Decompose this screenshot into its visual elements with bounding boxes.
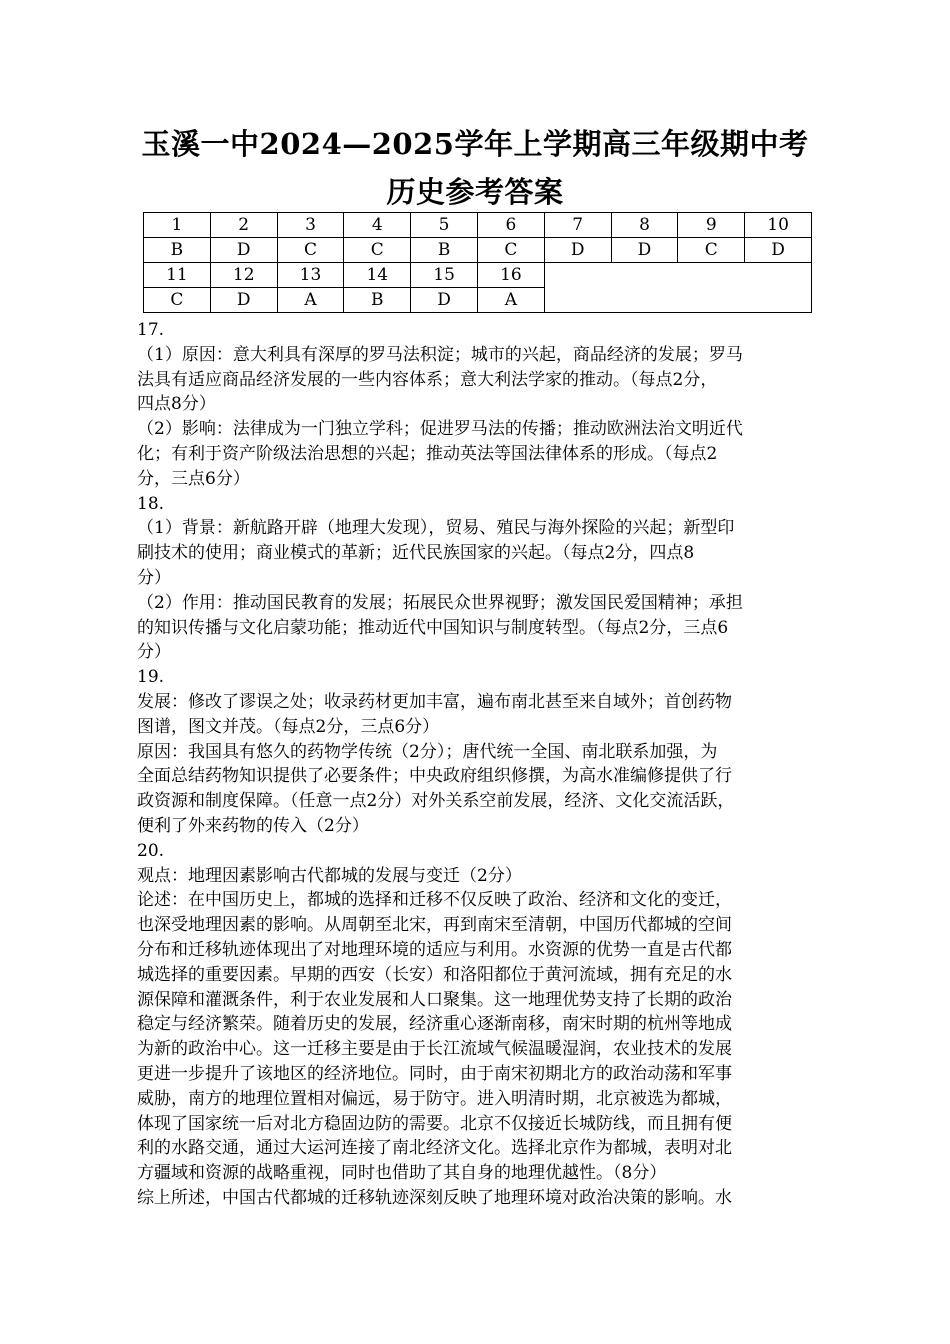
answer-cell: A (477, 288, 544, 313)
question-number: 13 (277, 263, 344, 288)
answer-cell: C (144, 288, 211, 313)
text-line: 20. (137, 840, 165, 861)
text-line: 刷技术的使用；商业模式的革新；近代民族国家的兴起。（每点2分，四点8 (137, 543, 695, 564)
text-line: 分） (137, 642, 171, 663)
text-line: 便利了外来药物的传入（2分） (137, 815, 369, 836)
question-number: 16 (477, 263, 544, 288)
answer-cell: D (411, 288, 478, 313)
answer-table-row-numbers-2 (144, 263, 812, 288)
text-line: 稳定与经济繁荣。随着历史的发展，经济重心逐渐南移，南宋时期的杭州等地成 (137, 1014, 732, 1035)
answer-table-row-numbers-1 (144, 213, 812, 238)
question-number: 9 (678, 213, 745, 238)
question-number: 12 (210, 263, 277, 288)
question-number: 3 (277, 213, 344, 238)
text-line: 政资源和制度保障。（任意一点2分）对外关系空前发展，经济、文化交流活跃， (137, 791, 735, 812)
text-line: 方疆域和资源的战略重视，同时也借助了其自身的地理优越性。（8分） (137, 1163, 667, 1184)
text-line: 更进一步提升了该地区的经济地位。同时，由于南宋初期北方的政治动荡和军事 (137, 1063, 732, 1084)
text-line: 全面总结药物知识提供了必要条件；中央政府组织修撰，为高水准编修提供了行 (137, 766, 732, 787)
answer-cell: B (411, 238, 478, 263)
answer-table (143, 212, 812, 313)
question-number: 10 (745, 213, 812, 238)
answer-body (137, 318, 832, 1211)
question-number: 5 (411, 213, 478, 238)
text-line: 发展：修改了谬误之处；收录药材更加丰富，遍布南北甚至来自域外；首创药物 (137, 691, 732, 712)
answer-cell: B (344, 288, 411, 313)
question-number: 2 (210, 213, 277, 238)
question-number: 15 (411, 263, 478, 288)
text-line: 体现了国家统一后对北方稳固边防的需要。北京不仅接近长城防线，而且拥有便 (137, 1113, 732, 1134)
text-line: 也深受地理因素的影响。从周朝至北宋，再到南宋至清朝，中国历代都城的空间 (137, 915, 732, 936)
question-number: 4 (344, 213, 411, 238)
answer-cell: A (277, 288, 344, 313)
answer-cell: C (344, 238, 411, 263)
text-line: （1）背景：新航路开辟（地理大发现），贸易、殖民与海外探险的兴起；新型印 (137, 518, 735, 539)
document-subtitle: 历史参考答案 (386, 175, 564, 209)
text-line: 18. (137, 493, 165, 514)
empty-cell (544, 263, 811, 313)
text-line: （1）原因：意大利具有深厚的罗马法积淀；城市的兴起，商品经济的发展；罗马 (137, 344, 743, 365)
answer-cell: D (611, 238, 678, 263)
answer-cell: C (477, 238, 544, 263)
text-line: 为新的政治中心。这一迁移主要是由于长江流域气候温暖湿润，农业技术的发展 (137, 1039, 732, 1060)
text-line: 分，三点6分） (137, 468, 250, 489)
text-line: 分布和迁移轨迹体现出了对地理环境的适应与利用。水资源的优势一直是古代都 (137, 939, 732, 960)
text-line: 利的水路交通，通过大运河连接了南北经济文化。选择北京作为都城，表明对北 (137, 1138, 732, 1159)
text-line: 观点：地理因素影响古代都城的发展与变迁（2分） (137, 865, 522, 886)
answer-cell: D (210, 288, 277, 313)
text-line: 19. (137, 667, 165, 688)
question-number: 1 (144, 213, 211, 238)
question-number: 6 (477, 213, 544, 238)
text-line: 综上所述，中国古代都城的迁移轨迹深刻反映了地理环境对政治决策的影响。水 (137, 1187, 732, 1208)
text-line: 17. (137, 320, 165, 340)
text-line: 威胁，南方的地理位置相对偏远，易于防守。进入明清时期，北京被选为都城， (137, 1088, 732, 1109)
answer-cell: D (210, 238, 277, 263)
text-line: 图谱，图文并茂。（每点2分，三点6分） (137, 716, 440, 737)
answer-cell: D (544, 238, 611, 263)
answer-cell: D (745, 238, 812, 263)
text-line: 论述：在中国历史上，都城的选择和迁移不仅反映了政治、经济和文化的变迁， (137, 890, 732, 911)
text-line: 化；有利于资产阶级法治思想的兴起；推动英法等国法律体系的形成。（每点2 (137, 443, 718, 464)
answer-cell: C (277, 238, 344, 263)
text-line: 源保障和灌溉条件，利于农业发展和人口聚集。这一地理优势支持了长期的政治 (137, 989, 732, 1010)
document-title: 玉溪一中2024—2025学年上学期高三年级期中考 (141, 127, 809, 161)
text-line: 分） (137, 567, 171, 588)
answer-cell: C (678, 238, 745, 263)
text-line: 法具有适应商品经济发展的一些内容体系；意大利法学家的推动。（每点2分， (137, 369, 718, 390)
answer-cell: B (144, 238, 211, 263)
text-line: （2）影响：法律成为一门独立学科；促进罗马法的传播；推动欧洲法治文明近代 (137, 419, 743, 440)
text-line: 原因：我国具有悠久的药物学传统（2分）；唐代统一全国、南北联系加强，为 (137, 741, 718, 762)
text-line: 的知识传播与文化启蒙功能；推动近代中国知识与制度转型。（每点2分，三点6 (137, 617, 729, 638)
text-line: （2）作用：推动国民教育的发展；拓展民众世界视野；激发国民爱国精神；承担 (137, 592, 743, 613)
question-number: 11 (144, 263, 211, 288)
question-number: 7 (544, 213, 611, 238)
question-number: 14 (344, 263, 411, 288)
text-line: 四点8分） (137, 394, 216, 415)
question-number: 8 (611, 213, 678, 238)
answer-table-row-answers-1 (144, 238, 812, 263)
text-line: 城选择的重要因素。早期的西安（长安）和洛阳都位于黄河流域，拥有充足的水 (137, 964, 732, 985)
